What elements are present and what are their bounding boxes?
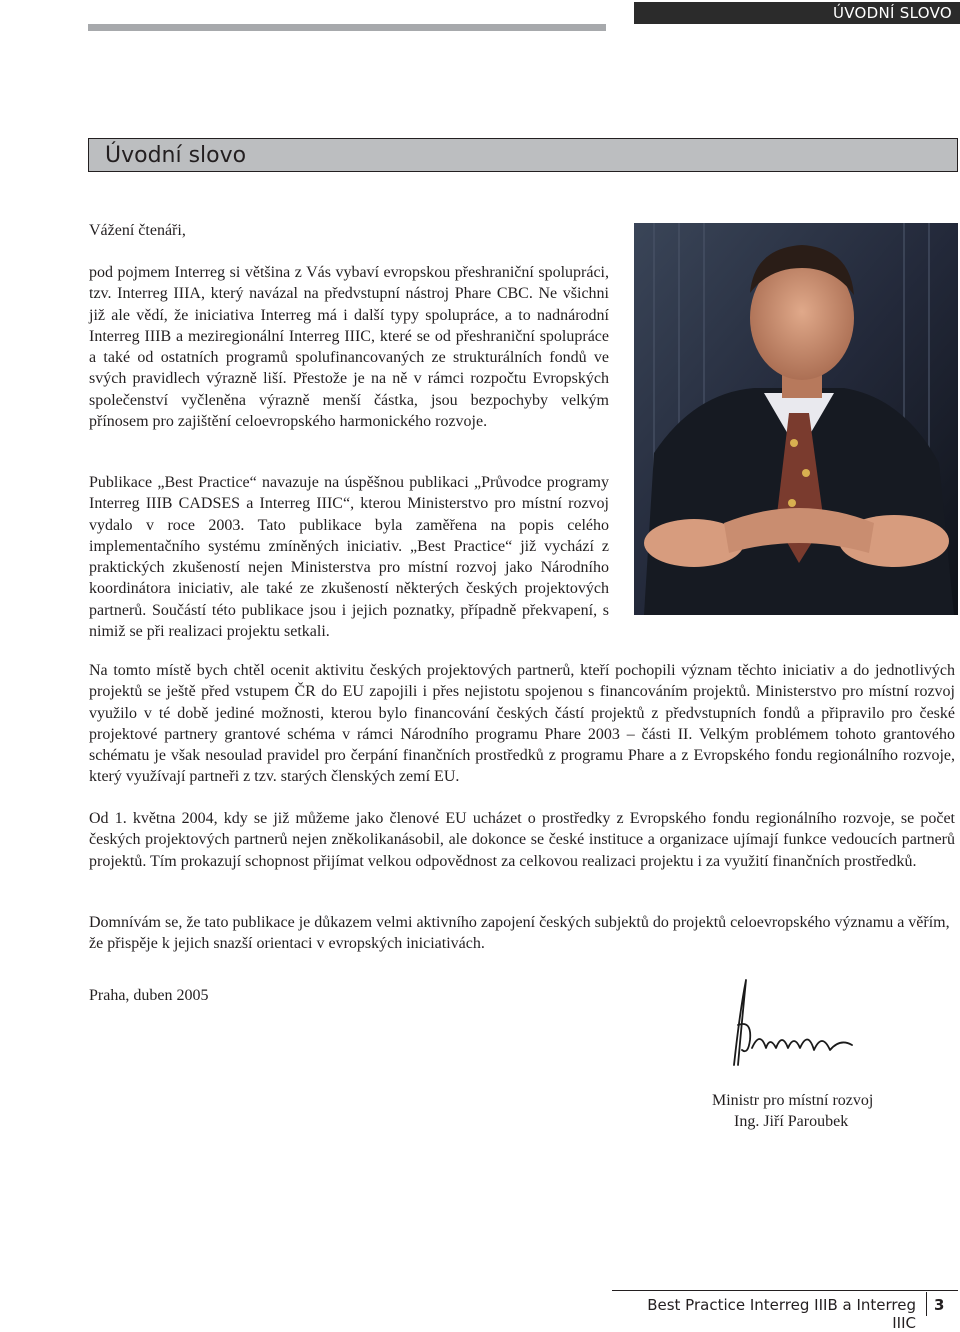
signature bbox=[712, 970, 892, 1070]
greeting: Vážení čtenáři, bbox=[89, 222, 186, 239]
page-title: Úvodní slovo bbox=[105, 142, 247, 168]
title-box bbox=[88, 138, 958, 172]
page-number: 3 bbox=[934, 1296, 945, 1314]
footer-rule bbox=[612, 1290, 958, 1291]
paragraph-1: pod pojmem Interreg si většina z Vás vybaví evropskou přeshraniční spolupráci, tzv. Interreg IIIA, který navázal na předvstupní nástroj Phare CBC. Ne všichni již ale vědí, že iniciativa Interreg má i další typy spolupráce, a to nadnárodní Interreg IIIB a meziregionální Interreg IIIC, které se od přeshraniční spolupráce a také od ostatních programů spolufinancovaných ze strukturálních fondů ve svých pravidlech výrazně liší. Přestože je na ně v rámci rozpočtu Evropských společenství vyčleněna výrazně menší částka, jsou bezpochyby velkým přínosem pro zajištění celoevropského harmonického rozvoje. bbox=[89, 264, 609, 431]
footer-separator bbox=[926, 1292, 927, 1316]
place-date: Praha, duben 2005 bbox=[89, 987, 209, 1004]
paragraph-4: Od 1. května 2004, kdy se již můžeme jako členové EU ucházet o prostředky z Evropského fondu regionálního rozvoje, se počet českých projektových partnerů nejen zněkolikanásobil, ale dokonce se české instituce a organizace ujímají funkce vedoucích partnerů projektů. Tím prokazují schopnost přijímat velkou odpovědnost za celkovou realizaci projektu i za využití finančních prostředků. bbox=[89, 810, 955, 870]
header-rule bbox=[88, 24, 606, 31]
signatory-role: Ministr pro místní rozvoj bbox=[712, 1092, 874, 1109]
paragraph-3: Na tomto místě bych chtěl ocenit aktivitu českých projektových partnerů, kteří pochopili význam těchto iniciativ a do jednotlivých projektů se ještě před vstupem ČR do EU zapojili i přes nejistotu spojenou s financováním projektů. Ministerstvo pro místní rozvoj využilo v té době jediné možnosti, kterou bylo financování českých částí projektů z předvstupních fondů a připravilo pro české projektové partnery grantové schéma v rámci Národního programu Phare 2003 – části II. Velkým problémem tohoto grantového schématu je však nesoulad pravidel pro čerpání finančních prostředků z programu Phare a z Evropského fondu regionálního rozvoje, který využívají partneři z tzv. starých členských zemí EU. bbox=[89, 662, 955, 786]
paragraph-5: Domnívám se, že tato publikace je důkazem velmi aktivního zapojení českých subjektů do projektů celoevropského významu a věřím, že přispěje k jejich snazší orientaci v evropských iniciativách. bbox=[89, 914, 950, 953]
section-header bbox=[634, 2, 960, 24]
portrait-photo bbox=[634, 223, 958, 615]
signatory-name: Ing. Jiří Paroubek bbox=[734, 1113, 849, 1130]
section-header-label: ÚVODNÍ SLOVO bbox=[832, 4, 952, 22]
paragraph-2: Publikace „Best Practice“ navazuje na úspěšnou publikaci „Průvodce programy Interreg IIIB CADSES a Interreg IIIC“, kterou Ministerstvo pro místní rozvoj vydalo v roce 2003. Tato publikace byla zaměřena na popis celého implementačního systému zmíněných iniciativ. „Best Practice“ již vychází z praktických zkušeností nejen Ministerstva pro místní rozvoj jako Národního koordinátora iniciativ, ale také ze zkušeností některých českých projektových partnerů. Součástí této publikace jsou i jejich poznatky, případně překvapení, s nimiž se při realizaci projektu setkali. bbox=[89, 474, 609, 641]
footer-publication: Best Practice Interreg IIIB a Interreg IIIC bbox=[647, 1296, 916, 1332]
